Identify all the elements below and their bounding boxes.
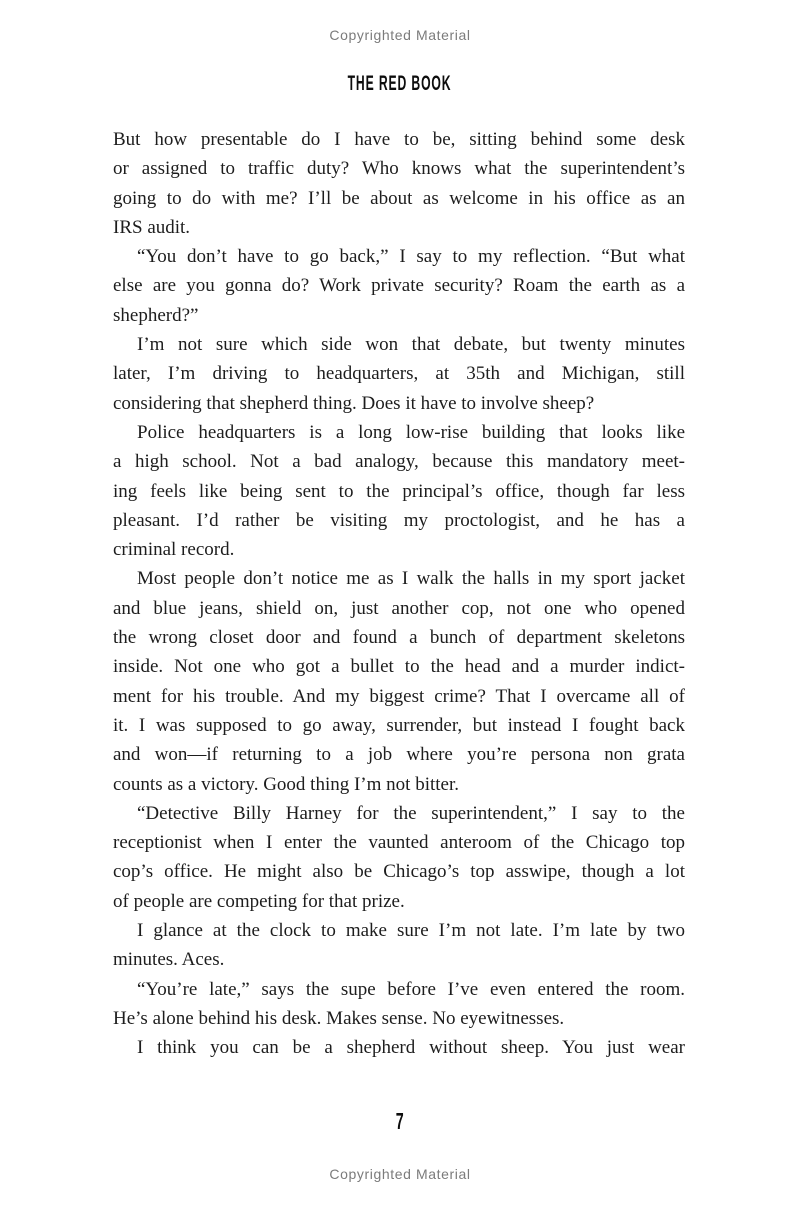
text-line: I think you can be a shepherd without sheep. You just wear <box>137 1037 685 1059</box>
text-line: inside. Not one who got a bullet to the head and a murder indict- <box>113 656 685 678</box>
text-line: He’s alone behind his desk. Makes sense. No eyewitnesses. <box>113 1007 565 1029</box>
text-line: But how presentable do I have to be, sitting behind some desk <box>113 129 685 150</box>
text-line: of people are competing for that prize. <box>113 890 405 912</box>
text-line: IRS audit. <box>113 216 191 238</box>
text-line: else are you gonna do? Work private security? Roam the earth as a <box>113 275 685 297</box>
text-line: “You’re late,” says the supe before I’ve even entered the room. <box>137 978 685 1000</box>
text-line: “Detective Billy Harney for the superintendent,” I say to the <box>137 802 685 824</box>
text-line: cop’s office. He might also be Chicago’s top asswipe, though a lot <box>113 861 685 883</box>
text-line: shepherd?” <box>113 304 199 326</box>
text-line: “You don’t have to go back,” I say to my reflection. “But what <box>137 246 685 268</box>
copyright-notice-top: Copyrighted Material <box>329 27 471 43</box>
book-title: THE RED BOOK <box>348 72 452 95</box>
text-line: criminal record. <box>113 539 235 561</box>
text-line: considering that shepherd thing. Does it have to involve sheep? <box>113 392 595 414</box>
text-line: ment for his trouble. And my biggest crime? That I overcame all of <box>113 685 685 707</box>
text-line: I glance at the clock to make sure I’m not late. I’m late by two <box>137 920 685 942</box>
text-line: pleasant. I’d rather be visiting my proctologist, and he has a <box>113 509 685 531</box>
paragraph <box>113 799 685 916</box>
text-line: going to do with me? I’ll be about as welcome in his office as an <box>113 187 685 209</box>
text-line: minutes. Aces. <box>113 949 225 971</box>
paragraph <box>113 330 685 418</box>
text-line: Police headquarters is a long low-rise building that looks like <box>137 421 685 443</box>
text-line: I’m not sure which side won that debate, but twenty minutes <box>137 334 685 356</box>
text-line: and blue jeans, shield on, just another cop, not one who opened <box>113 597 685 619</box>
body-text-block <box>113 125 685 1063</box>
paragraph <box>113 916 685 975</box>
paragraph <box>113 242 685 330</box>
text-line: ing feels like being sent to the principal’s office, though far less <box>113 480 685 502</box>
page-number: 7 <box>395 1108 405 1134</box>
text-line: and won—if returning to a job where you’re persona non grata <box>113 744 685 766</box>
text-line: a high school. Not a bad analogy, because this mandatory meet- <box>113 451 685 473</box>
text-line: it. I was supposed to go away, surrender, but instead I fought back <box>113 714 685 736</box>
paragraph <box>113 1033 685 1062</box>
text-line: the wrong closet door and found a bunch of department skeletons <box>113 627 685 649</box>
text-line: or assigned to traffic duty? Who knows what the superintendent’s <box>113 158 685 180</box>
text-line: counts as a victory. Good thing I’m not bitter. <box>113 773 459 795</box>
running-head <box>0 72 800 96</box>
paragraph <box>113 125 685 242</box>
paragraph <box>113 418 685 564</box>
text-line: Most people don’t notice me as I walk the halls in my sport jacket <box>137 568 685 590</box>
copyright-notice-bottom: Copyrighted Material <box>329 1166 471 1182</box>
text-line: later, I’m driving to headquarters, at 35th and Michigan, still <box>113 363 685 385</box>
paragraph <box>113 564 685 798</box>
text-line: receptionist when I enter the vaunted anteroom of the Chicago top <box>113 832 685 854</box>
paragraph <box>113 975 685 1034</box>
page-number-container <box>0 1108 800 1135</box>
